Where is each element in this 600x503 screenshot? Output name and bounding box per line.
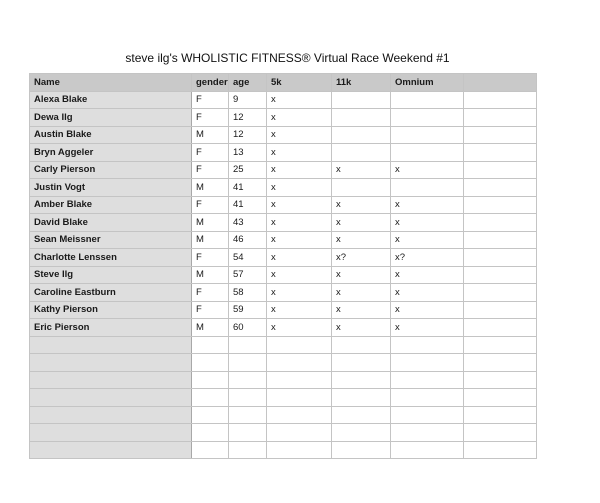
race-11k-cell[interactable] <box>332 109 391 127</box>
gender-cell[interactable]: F <box>192 249 229 267</box>
blank-cell[interactable] <box>229 424 267 442</box>
name-cell[interactable]: Steve Ilg <box>30 266 192 284</box>
name-cell[interactable]: Dewa Ilg <box>30 109 192 127</box>
blank-cell[interactable] <box>391 406 464 424</box>
race-11k-cell[interactable] <box>332 126 391 144</box>
empty-row <box>30 354 537 372</box>
omnium-cell[interactable] <box>391 91 464 109</box>
header-5k[interactable]: 5k <box>267 74 332 92</box>
omnium-cell[interactable]: x <box>391 196 464 214</box>
table-row <box>30 91 537 109</box>
blank-cell[interactable] <box>229 441 267 459</box>
header-11k[interactable]: 11k <box>332 74 391 92</box>
age-cell[interactable]: 46 <box>229 231 267 249</box>
blank-cell[interactable] <box>391 424 464 442</box>
blank-cell[interactable] <box>332 336 391 354</box>
gender-cell[interactable]: F <box>192 196 229 214</box>
empty-row <box>30 406 537 424</box>
blank-cell[interactable] <box>464 144 537 162</box>
gender-cell[interactable]: F <box>192 284 229 302</box>
race-5k-cell[interactable]: x <box>267 301 332 319</box>
race-5k-cell[interactable]: x <box>267 231 332 249</box>
name-cell[interactable]: Alexa Blake <box>30 91 192 109</box>
blank-cell[interactable] <box>229 371 267 389</box>
blank-cell[interactable] <box>267 336 332 354</box>
name-cell[interactable]: Kathy Pierson <box>30 301 192 319</box>
gender-cell[interactable]: M <box>192 214 229 232</box>
omnium-cell[interactable]: x <box>391 284 464 302</box>
name-cell[interactable] <box>30 354 192 372</box>
blank-cell[interactable] <box>391 371 464 389</box>
omnium-cell[interactable]: x <box>391 214 464 232</box>
age-cell[interactable]: 58 <box>229 284 267 302</box>
age-cell[interactable]: 25 <box>229 161 267 179</box>
gender-cell[interactable]: M <box>192 179 229 197</box>
race-5k-cell[interactable]: x <box>267 179 332 197</box>
name-cell[interactable] <box>30 336 192 354</box>
blank-cell[interactable] <box>192 354 229 372</box>
name-cell[interactable] <box>30 441 192 459</box>
race-5k-cell[interactable]: x <box>267 214 332 232</box>
name-cell[interactable] <box>30 424 192 442</box>
blank-cell[interactable] <box>192 441 229 459</box>
blank-cell[interactable] <box>464 91 537 109</box>
omnium-cell[interactable] <box>391 179 464 197</box>
race-5k-cell[interactable]: x <box>267 319 332 337</box>
table-row <box>30 196 537 214</box>
race-5k-cell[interactable]: x <box>267 196 332 214</box>
name-cell[interactable]: Eric Pierson <box>30 319 192 337</box>
blank-cell[interactable] <box>267 389 332 407</box>
omnium-cell[interactable]: x <box>391 319 464 337</box>
blank-cell[interactable] <box>464 371 537 389</box>
blank-cell[interactable] <box>192 406 229 424</box>
race-roster-table <box>29 73 537 459</box>
header-name[interactable]: Name <box>30 74 192 92</box>
age-cell[interactable]: 41 <box>229 179 267 197</box>
name-cell[interactable]: Austin Blake <box>30 126 192 144</box>
omnium-cell[interactable] <box>391 109 464 127</box>
blank-cell[interactable] <box>192 336 229 354</box>
sheet-title: steve ilg's WHOLISTIC FITNESS® Virtual Race Weekend #1 <box>125 51 450 65</box>
blank-cell[interactable] <box>192 371 229 389</box>
age-cell[interactable]: 41 <box>229 196 267 214</box>
race-5k-cell[interactable]: x <box>267 161 332 179</box>
empty-row <box>30 389 537 407</box>
blank-cell[interactable] <box>229 389 267 407</box>
blank-cell[interactable] <box>391 354 464 372</box>
omnium-cell[interactable]: x? <box>391 249 464 267</box>
table-row <box>30 301 537 319</box>
blank-cell[interactable] <box>464 354 537 372</box>
blank-cell[interactable] <box>229 354 267 372</box>
race-11k-cell[interactable]: x <box>332 161 391 179</box>
age-cell[interactable]: 57 <box>229 266 267 284</box>
name-cell[interactable]: Amber Blake <box>30 196 192 214</box>
race-5k-cell[interactable]: x <box>267 109 332 127</box>
blank-cell[interactable] <box>391 336 464 354</box>
omnium-cell[interactable]: x <box>391 231 464 249</box>
gender-cell[interactable]: M <box>192 231 229 249</box>
blank-cell[interactable] <box>332 371 391 389</box>
omnium-cell[interactable]: x <box>391 301 464 319</box>
blank-cell[interactable] <box>229 336 267 354</box>
blank-cell[interactable] <box>464 406 537 424</box>
age-cell[interactable]: 59 <box>229 301 267 319</box>
age-cell[interactable]: 12 <box>229 126 267 144</box>
blank-cell[interactable] <box>464 441 537 459</box>
race-5k-cell[interactable]: x <box>267 249 332 267</box>
header-gender[interactable]: gender <box>192 74 229 92</box>
blank-cell[interactable] <box>267 371 332 389</box>
race-11k-cell[interactable]: x <box>332 301 391 319</box>
blank-cell[interactable] <box>464 231 537 249</box>
empty-row <box>30 371 537 389</box>
age-cell[interactable]: 43 <box>229 214 267 232</box>
table-row <box>30 179 537 197</box>
name-cell[interactable]: Carly Pierson <box>30 161 192 179</box>
race-5k-cell[interactable]: x <box>267 91 332 109</box>
blank-cell[interactable] <box>391 441 464 459</box>
race-11k-cell[interactable] <box>332 91 391 109</box>
omnium-cell[interactable]: x <box>391 161 464 179</box>
blank-cell[interactable] <box>464 319 537 337</box>
race-11k-cell[interactable]: x <box>332 196 391 214</box>
blank-cell[interactable] <box>464 249 537 267</box>
omnium-cell[interactable] <box>391 126 464 144</box>
blank-cell[interactable] <box>464 301 537 319</box>
gender-cell[interactable]: F <box>192 91 229 109</box>
blank-cell[interactable] <box>332 389 391 407</box>
omnium-cell[interactable]: x <box>391 266 464 284</box>
blank-cell[interactable] <box>464 336 537 354</box>
blank-cell[interactable] <box>267 441 332 459</box>
gender-cell[interactable]: F <box>192 301 229 319</box>
race-5k-cell[interactable]: x <box>267 284 332 302</box>
header-row <box>30 74 537 92</box>
blank-cell[interactable] <box>391 389 464 407</box>
blank-cell[interactable] <box>192 389 229 407</box>
name-cell[interactable]: Bryn Aggeler <box>30 144 192 162</box>
gender-cell[interactable]: M <box>192 266 229 284</box>
race-11k-cell[interactable]: x <box>332 284 391 302</box>
age-cell[interactable]: 12 <box>229 109 267 127</box>
header-age[interactable]: age <box>229 74 267 92</box>
race-5k-cell[interactable]: x <box>267 266 332 284</box>
table-row <box>30 231 537 249</box>
age-cell[interactable]: 9 <box>229 91 267 109</box>
blank-cell[interactable] <box>267 424 332 442</box>
blank-cell[interactable] <box>192 424 229 442</box>
race-11k-cell[interactable]: x <box>332 214 391 232</box>
blank-cell[interactable] <box>267 406 332 424</box>
blank-cell[interactable] <box>464 161 537 179</box>
blank-cell[interactable] <box>464 196 537 214</box>
gender-cell[interactable]: F <box>192 161 229 179</box>
header-omnium[interactable]: Omnium <box>391 74 464 92</box>
blank-cell[interactable] <box>332 354 391 372</box>
name-cell[interactable]: Caroline Eastburn <box>30 284 192 302</box>
age-cell[interactable]: 13 <box>229 144 267 162</box>
name-cell[interactable]: Charlotte Lenssen <box>30 249 192 267</box>
table-body <box>30 91 537 459</box>
race-11k-cell[interactable]: x <box>332 319 391 337</box>
blank-cell[interactable] <box>464 179 537 197</box>
table-row <box>30 284 537 302</box>
blank-cell[interactable] <box>464 284 537 302</box>
race-11k-cell[interactable]: x <box>332 266 391 284</box>
blank-cell[interactable] <box>267 354 332 372</box>
table-row <box>30 249 537 267</box>
table-row <box>30 109 537 127</box>
race-11k-cell[interactable] <box>332 179 391 197</box>
blank-cell[interactable] <box>332 441 391 459</box>
gender-cell[interactable]: M <box>192 126 229 144</box>
table-row <box>30 161 537 179</box>
table-row <box>30 266 537 284</box>
omnium-cell[interactable] <box>391 144 464 162</box>
name-cell[interactable] <box>30 406 192 424</box>
blank-cell[interactable] <box>464 109 537 127</box>
blank-cell[interactable] <box>464 424 537 442</box>
empty-row <box>30 336 537 354</box>
blank-cell[interactable] <box>332 424 391 442</box>
blank-cell[interactable] <box>464 214 537 232</box>
race-11k-cell[interactable]: x <box>332 231 391 249</box>
age-cell[interactable]: 54 <box>229 249 267 267</box>
gender-cell[interactable]: M <box>192 319 229 337</box>
blank-cell[interactable] <box>464 126 537 144</box>
race-11k-cell[interactable]: x? <box>332 249 391 267</box>
table-row <box>30 214 537 232</box>
table-row <box>30 319 537 337</box>
empty-row <box>30 441 537 459</box>
table-row <box>30 144 537 162</box>
blank-cell[interactable] <box>332 406 391 424</box>
table-row <box>30 126 537 144</box>
name-cell[interactable]: Sean Meissner <box>30 231 192 249</box>
name-cell[interactable] <box>30 371 192 389</box>
header-blank[interactable] <box>464 74 537 92</box>
blank-cell[interactable] <box>464 389 537 407</box>
blank-cell[interactable] <box>464 266 537 284</box>
race-5k-cell[interactable]: x <box>267 144 332 162</box>
name-cell[interactable]: Justin Vogt <box>30 179 192 197</box>
blank-cell[interactable] <box>229 406 267 424</box>
race-5k-cell[interactable]: x <box>267 126 332 144</box>
empty-row <box>30 424 537 442</box>
gender-cell[interactable]: F <box>192 144 229 162</box>
age-cell[interactable]: 60 <box>229 319 267 337</box>
name-cell[interactable] <box>30 389 192 407</box>
name-cell[interactable]: David Blake <box>30 214 192 232</box>
gender-cell[interactable]: F <box>192 109 229 127</box>
race-11k-cell[interactable] <box>332 144 391 162</box>
